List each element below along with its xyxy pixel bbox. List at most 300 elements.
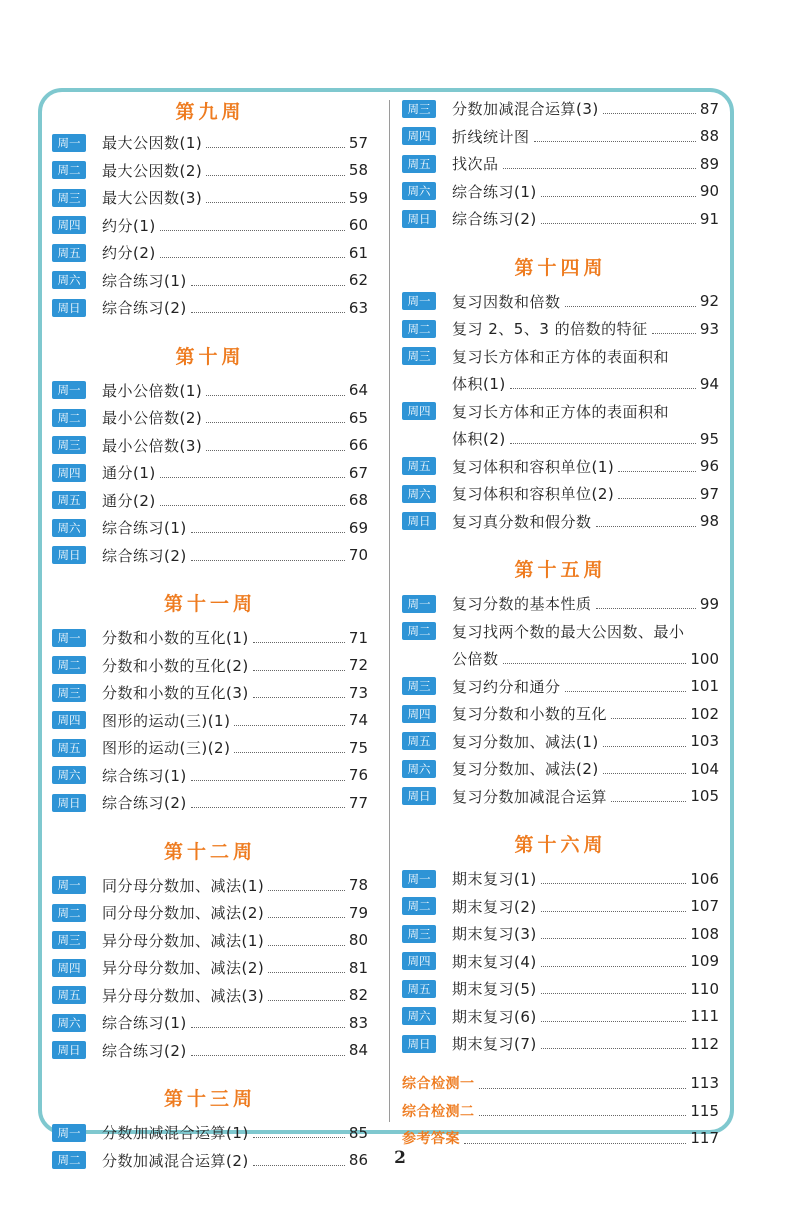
toc-entry[interactable] bbox=[52, 459, 368, 487]
page-ref: 101 bbox=[690, 677, 719, 696]
toc-entry[interactable] bbox=[402, 618, 719, 646]
entry-title: 复习长方体和正方体的表面积和 bbox=[452, 402, 670, 421]
dot-leader bbox=[541, 223, 696, 224]
day-badge: 周二 bbox=[52, 904, 86, 922]
toc-entry[interactable] bbox=[52, 1009, 368, 1037]
section-gap bbox=[52, 1064, 368, 1079]
toc-entry-continued[interactable] bbox=[402, 645, 719, 673]
page-ref: 62 bbox=[348, 271, 368, 290]
entry-title: 复习分数加、减法(2) bbox=[452, 760, 599, 779]
page-ref: 96 bbox=[699, 457, 719, 476]
dot-leader bbox=[503, 663, 687, 664]
dot-leader bbox=[603, 113, 696, 114]
toc-entry[interactable] bbox=[52, 762, 368, 790]
dot-leader bbox=[253, 670, 345, 671]
page-ref: 83 bbox=[348, 1013, 368, 1032]
day-badge: 周三 bbox=[402, 347, 436, 365]
toc-entry[interactable] bbox=[402, 150, 719, 178]
entry-title: 期末复习(3) bbox=[452, 925, 537, 944]
toc-entry[interactable] bbox=[402, 673, 719, 701]
toc-entry[interactable] bbox=[402, 700, 719, 728]
dot-leader bbox=[479, 1088, 687, 1089]
entry-title: 复习分数的基本性质 bbox=[452, 595, 592, 614]
page-ref: 102 bbox=[690, 704, 719, 723]
toc-entry[interactable] bbox=[52, 157, 368, 185]
toc-entry[interactable] bbox=[52, 267, 368, 295]
toc-entry[interactable] bbox=[402, 453, 719, 481]
entry-title: 综合练习(1) bbox=[452, 182, 537, 201]
dot-leader bbox=[191, 1027, 345, 1028]
entry-title: 综合练习(1) bbox=[102, 1014, 187, 1033]
page-ref: 112 bbox=[690, 1034, 719, 1053]
toc-entry[interactable] bbox=[52, 487, 368, 515]
toc-entry[interactable] bbox=[52, 927, 368, 955]
entry-title: 同分母分数加、减法(2) bbox=[102, 904, 265, 923]
toc-entry[interactable] bbox=[402, 398, 719, 426]
dot-leader bbox=[206, 450, 345, 451]
page-ref: 78 bbox=[348, 876, 368, 895]
day-badge: 周五 bbox=[402, 732, 436, 750]
toc-entry[interactable] bbox=[402, 315, 719, 343]
page-ref: 94 bbox=[699, 374, 719, 393]
day-badge: 周六 bbox=[402, 485, 436, 503]
entry-title: 复习体积和容积单位(2) bbox=[452, 485, 615, 504]
toc-entry[interactable] bbox=[52, 1119, 368, 1147]
week-heading: 第十六周 bbox=[514, 834, 607, 856]
day-badge: 周四 bbox=[402, 127, 436, 145]
dot-leader bbox=[541, 1021, 687, 1022]
section-gap bbox=[52, 569, 368, 584]
page-ref: 68 bbox=[348, 491, 368, 510]
page-ref: 66 bbox=[348, 436, 368, 455]
day-badge: 周四 bbox=[52, 464, 86, 482]
day-badge: 周三 bbox=[52, 931, 86, 949]
page-ref: 95 bbox=[699, 429, 719, 448]
page-ref: 109 bbox=[690, 952, 719, 971]
toc-entry[interactable] bbox=[52, 432, 368, 460]
day-badge: 周一 bbox=[52, 134, 86, 152]
page-ref: 61 bbox=[348, 243, 368, 262]
day-badge: 周二 bbox=[402, 622, 436, 640]
dot-leader bbox=[160, 505, 345, 506]
toc-entry[interactable] bbox=[52, 239, 368, 267]
toc-entry[interactable] bbox=[52, 129, 368, 157]
entry-title: 综合练习(2) bbox=[102, 794, 187, 813]
day-badge: 周日 bbox=[402, 1035, 436, 1053]
page-ref: 87 bbox=[699, 99, 719, 118]
dot-leader bbox=[268, 917, 345, 918]
dot-leader bbox=[618, 471, 696, 472]
special-title: 综合检测二 bbox=[402, 1103, 475, 1120]
entry-title: 复习约分和通分 bbox=[452, 677, 561, 696]
page-ref: 90 bbox=[699, 182, 719, 201]
dot-leader bbox=[464, 1143, 686, 1144]
entry-title-continued: 体积(2) bbox=[452, 430, 506, 449]
day-badge: 周日 bbox=[52, 299, 86, 317]
entry-title: 综合练习(2) bbox=[102, 546, 187, 565]
entry-title: 图形的运动(三)(1) bbox=[102, 711, 231, 730]
entry-title: 最小公倍数(1) bbox=[102, 381, 203, 400]
day-badge: 周五 bbox=[402, 457, 436, 475]
entry-title: 折线统计图 bbox=[452, 127, 530, 146]
entry-title: 复习分数加减混合运算 bbox=[452, 787, 608, 806]
toc-entry[interactable] bbox=[402, 865, 719, 893]
dot-leader bbox=[234, 752, 344, 753]
page-ref: 59 bbox=[348, 188, 368, 207]
entry-title: 分数加减混合运算(2) bbox=[102, 1151, 249, 1170]
toc-entry[interactable] bbox=[52, 184, 368, 212]
toc-entry[interactable] bbox=[52, 982, 368, 1010]
entry-title: 最大公因数(3) bbox=[102, 189, 203, 208]
page-ref: 73 bbox=[348, 683, 368, 702]
toc-entry[interactable] bbox=[52, 212, 368, 240]
entry-title: 找次品 bbox=[452, 155, 499, 174]
page-ref: 70 bbox=[348, 546, 368, 565]
dot-leader bbox=[268, 972, 345, 973]
page-ref: 80 bbox=[348, 931, 368, 950]
toc-entry[interactable] bbox=[52, 707, 368, 735]
toc-entry[interactable] bbox=[402, 893, 719, 921]
dot-leader bbox=[191, 1055, 345, 1056]
day-badge: 周二 bbox=[52, 656, 86, 674]
dot-leader bbox=[206, 422, 345, 423]
entry-title: 综合练习(2) bbox=[452, 210, 537, 229]
page-ref: 110 bbox=[690, 979, 719, 998]
dot-leader bbox=[191, 285, 345, 286]
dot-leader bbox=[206, 147, 345, 148]
page-ref: 97 bbox=[699, 484, 719, 503]
day-badge: 周四 bbox=[52, 959, 86, 977]
toc-entry[interactable] bbox=[402, 123, 719, 151]
dot-leader bbox=[253, 1137, 345, 1138]
day-badge: 周四 bbox=[402, 952, 436, 970]
day-badge: 周六 bbox=[402, 182, 436, 200]
toc-entry[interactable] bbox=[402, 728, 719, 756]
day-badge: 周一 bbox=[402, 595, 436, 613]
toc-entry[interactable] bbox=[52, 514, 368, 542]
day-badge: 周二 bbox=[402, 320, 436, 338]
entry-title-continued: 体积(1) bbox=[452, 375, 506, 394]
page-ref: 106 bbox=[690, 869, 719, 888]
page-ref: 63 bbox=[348, 298, 368, 317]
dot-leader bbox=[618, 498, 696, 499]
entry-title: 复习 2、5、3 的倍数的特征 bbox=[452, 320, 648, 339]
dot-leader bbox=[191, 780, 345, 781]
entry-title-continued: 公倍数 bbox=[452, 650, 499, 669]
toc-entry[interactable] bbox=[52, 954, 368, 982]
page-ref: 91 bbox=[699, 209, 719, 228]
entry-title: 期末复习(5) bbox=[452, 980, 537, 999]
dot-leader bbox=[191, 560, 345, 561]
day-badge: 周日 bbox=[402, 210, 436, 228]
entry-title: 综合练习(1) bbox=[102, 519, 187, 538]
day-badge: 周五 bbox=[52, 739, 86, 757]
toc-entry[interactable] bbox=[402, 1030, 719, 1058]
toc-entry[interactable] bbox=[402, 948, 719, 976]
entry-title: 复习体积和容积单位(1) bbox=[452, 457, 615, 476]
toc-entry[interactable] bbox=[402, 975, 719, 1003]
entry-title: 分数和小数的互化(3) bbox=[102, 684, 249, 703]
toc-entry[interactable] bbox=[52, 624, 368, 652]
section-gap bbox=[52, 322, 368, 337]
entry-title: 同分母分数加、减法(1) bbox=[102, 876, 265, 895]
dot-leader bbox=[206, 395, 345, 396]
day-badge: 周三 bbox=[402, 100, 436, 118]
toc-entry[interactable] bbox=[52, 294, 368, 322]
toc-entry[interactable] bbox=[402, 288, 719, 316]
day-badge: 周三 bbox=[402, 925, 436, 943]
week-heading: 第十二周 bbox=[163, 840, 256, 863]
page-ref: 93 bbox=[699, 319, 719, 338]
page-ref: 85 bbox=[348, 1123, 368, 1142]
page-ref: 108 bbox=[690, 924, 719, 943]
page-ref: 64 bbox=[348, 381, 368, 400]
dot-leader bbox=[541, 1048, 687, 1049]
dot-leader bbox=[160, 477, 345, 478]
dot-leader bbox=[510, 388, 696, 389]
day-badge: 周一 bbox=[52, 381, 86, 399]
day-badge: 周三 bbox=[52, 684, 86, 702]
toc-entry[interactable] bbox=[402, 1003, 719, 1031]
dot-leader bbox=[191, 312, 345, 313]
dot-leader bbox=[253, 642, 345, 643]
dot-leader bbox=[652, 333, 696, 334]
section-gap bbox=[402, 535, 719, 550]
week-heading: 第九周 bbox=[175, 101, 245, 123]
dot-leader bbox=[541, 966, 687, 967]
day-badge: 周二 bbox=[52, 409, 86, 427]
page-ref: 86 bbox=[348, 1151, 368, 1170]
dot-leader bbox=[541, 993, 687, 994]
page-ref: 60 bbox=[348, 216, 368, 235]
toc-entry[interactable] bbox=[52, 899, 368, 927]
dot-leader bbox=[603, 773, 687, 774]
day-badge: 周日 bbox=[402, 787, 436, 805]
page-ref: 107 bbox=[690, 897, 719, 916]
entry-title: 复习长方体和正方体的表面积和 bbox=[452, 347, 670, 366]
day-badge: 周四 bbox=[402, 705, 436, 723]
page-ref: 76 bbox=[348, 766, 368, 785]
page-ref: 115 bbox=[690, 1101, 719, 1120]
day-badge: 周二 bbox=[52, 1151, 86, 1169]
page-ref: 100 bbox=[690, 649, 719, 668]
toc-entry[interactable] bbox=[52, 734, 368, 762]
day-badge: 周三 bbox=[52, 436, 86, 454]
page-ref: 98 bbox=[699, 512, 719, 531]
page-ref: 105 bbox=[690, 787, 719, 806]
page-ref: 57 bbox=[348, 133, 368, 152]
special-entry[interactable] bbox=[402, 1070, 719, 1098]
column-divider bbox=[389, 100, 390, 1122]
page-ref: 82 bbox=[348, 986, 368, 1005]
entry-title: 复习分数和小数的互化 bbox=[452, 705, 608, 724]
entry-title: 综合练习(1) bbox=[102, 271, 187, 290]
toc-entry[interactable] bbox=[402, 755, 719, 783]
day-badge: 周一 bbox=[52, 629, 86, 647]
entry-title: 复习找两个数的最大公因数、最小 bbox=[452, 622, 685, 641]
week-heading: 第十三周 bbox=[163, 1088, 256, 1110]
dot-leader bbox=[268, 1000, 345, 1001]
section-gap bbox=[402, 233, 719, 248]
entry-title: 分数和小数的互化(2) bbox=[102, 656, 249, 675]
toc-right-column bbox=[402, 95, 719, 1152]
day-badge: 周六 bbox=[52, 519, 86, 537]
dot-leader bbox=[160, 230, 345, 231]
dot-leader bbox=[191, 807, 345, 808]
day-badge: 周六 bbox=[52, 1014, 86, 1032]
toc-entry[interactable] bbox=[402, 95, 719, 123]
dot-leader bbox=[565, 306, 696, 307]
entry-title: 期末复习(2) bbox=[452, 897, 537, 916]
dot-leader bbox=[603, 746, 687, 747]
day-badge: 周五 bbox=[52, 491, 86, 509]
page-ref: 104 bbox=[690, 759, 719, 778]
page-number: 2 bbox=[394, 1148, 406, 1168]
dot-leader bbox=[234, 725, 344, 726]
entry-title: 通分(2) bbox=[102, 491, 156, 510]
toc-entry[interactable] bbox=[402, 590, 719, 618]
toc-entry[interactable] bbox=[52, 404, 368, 432]
page-ref: 111 bbox=[690, 1007, 719, 1026]
day-badge: 周四 bbox=[402, 402, 436, 420]
day-badge: 周五 bbox=[402, 155, 436, 173]
toc-entry[interactable] bbox=[52, 652, 368, 680]
entry-title: 最小公倍数(2) bbox=[102, 409, 203, 428]
dot-leader bbox=[206, 202, 345, 203]
entry-title: 复习分数加、减法(1) bbox=[452, 732, 599, 751]
entry-title: 期末复习(6) bbox=[452, 1007, 537, 1026]
entry-title: 异分母分数加、减法(3) bbox=[102, 986, 265, 1005]
page-ref: 69 bbox=[348, 518, 368, 537]
toc-entry[interactable] bbox=[52, 679, 368, 707]
day-badge: 周一 bbox=[52, 876, 86, 894]
dot-leader bbox=[541, 938, 687, 939]
page-ref: 89 bbox=[699, 154, 719, 173]
day-badge: 周一 bbox=[402, 292, 436, 310]
page-ref: 75 bbox=[348, 738, 368, 757]
entry-title: 约分(2) bbox=[102, 244, 156, 263]
dot-leader bbox=[596, 608, 696, 609]
dot-leader bbox=[541, 911, 687, 912]
entry-title: 最大公因数(1) bbox=[102, 134, 203, 153]
week-heading: 第十一周 bbox=[163, 593, 256, 615]
day-badge: 周四 bbox=[52, 711, 86, 729]
section-gap bbox=[402, 1058, 719, 1070]
day-badge: 周三 bbox=[402, 677, 436, 695]
toc-entry[interactable] bbox=[52, 542, 368, 570]
page-ref: 81 bbox=[348, 958, 368, 977]
entry-title: 综合练习(2) bbox=[102, 1041, 187, 1060]
week-heading: 第十五周 bbox=[514, 559, 607, 581]
entry-title: 分数加减混合运算(3) bbox=[452, 100, 599, 119]
page-ref: 103 bbox=[690, 732, 719, 751]
entry-title: 最小公倍数(3) bbox=[102, 436, 203, 455]
entry-title: 异分母分数加、减法(1) bbox=[102, 931, 265, 950]
dot-leader bbox=[503, 168, 696, 169]
day-badge: 周日 bbox=[52, 794, 86, 812]
toc-entry[interactable] bbox=[52, 377, 368, 405]
toc-entry[interactable] bbox=[402, 205, 719, 233]
entry-title: 期末复习(1) bbox=[452, 870, 537, 889]
entry-title: 分数加减混合运算(1) bbox=[102, 1124, 249, 1143]
day-badge: 周三 bbox=[52, 189, 86, 207]
toc-entry[interactable] bbox=[402, 783, 719, 811]
section-gap bbox=[52, 817, 368, 832]
entry-title: 综合练习(2) bbox=[102, 299, 187, 318]
page-ref: 117 bbox=[690, 1129, 719, 1148]
dot-leader bbox=[565, 691, 687, 692]
dot-leader bbox=[160, 257, 345, 258]
special-title: 参考答案 bbox=[402, 1131, 460, 1148]
day-badge: 周五 bbox=[402, 980, 436, 998]
section-gap bbox=[402, 810, 719, 825]
entry-title: 期末复习(4) bbox=[452, 952, 537, 971]
dot-leader bbox=[510, 443, 696, 444]
dot-leader bbox=[611, 718, 686, 719]
week-heading: 第十周 bbox=[175, 345, 245, 368]
day-badge: 周一 bbox=[402, 870, 436, 888]
dot-leader bbox=[596, 526, 696, 527]
day-badge: 周二 bbox=[52, 161, 86, 179]
dot-leader bbox=[191, 532, 345, 533]
entry-title: 期末复习(7) bbox=[452, 1035, 537, 1054]
page-ref: 99 bbox=[699, 594, 719, 613]
toc-entry[interactable] bbox=[402, 480, 719, 508]
dot-leader bbox=[534, 141, 696, 142]
entry-title: 分数和小数的互化(1) bbox=[102, 629, 249, 648]
toc-entry-continued[interactable] bbox=[402, 370, 719, 398]
page-ref: 67 bbox=[348, 463, 368, 482]
day-badge: 周六 bbox=[402, 1007, 436, 1025]
toc-entry[interactable] bbox=[402, 343, 719, 371]
page-ref: 113 bbox=[690, 1074, 719, 1093]
entry-title: 通分(1) bbox=[102, 464, 156, 483]
page-ref: 65 bbox=[348, 408, 368, 427]
week-heading: 第十四周 bbox=[514, 256, 607, 279]
special-entry[interactable] bbox=[402, 1097, 719, 1125]
day-badge: 周一 bbox=[52, 1124, 86, 1142]
day-badge: 周日 bbox=[52, 1041, 86, 1059]
day-badge: 周日 bbox=[52, 546, 86, 564]
entry-title: 图形的运动(三)(2) bbox=[102, 739, 231, 758]
toc-entry[interactable] bbox=[402, 920, 719, 948]
dot-leader bbox=[268, 945, 345, 946]
page-ref: 77 bbox=[348, 793, 368, 812]
page-ref: 92 bbox=[699, 292, 719, 311]
dot-leader bbox=[541, 883, 687, 884]
dot-leader bbox=[541, 196, 696, 197]
page-ref: 88 bbox=[699, 127, 719, 146]
dot-leader bbox=[611, 801, 686, 802]
toc-entry[interactable] bbox=[52, 1037, 368, 1065]
day-badge: 周日 bbox=[402, 512, 436, 530]
entry-title: 复习因数和倍数 bbox=[452, 292, 561, 311]
page-ref: 79 bbox=[348, 903, 368, 922]
special-title: 综合检测一 bbox=[402, 1076, 475, 1093]
day-badge: 周四 bbox=[52, 216, 86, 234]
toc-entry[interactable] bbox=[402, 178, 719, 206]
day-badge: 周六 bbox=[402, 760, 436, 778]
day-badge: 周五 bbox=[52, 244, 86, 262]
dot-leader bbox=[206, 175, 345, 176]
page-ref: 74 bbox=[348, 711, 368, 730]
toc-entry[interactable] bbox=[52, 789, 368, 817]
dot-leader bbox=[268, 890, 345, 891]
toc-entry-continued[interactable] bbox=[402, 425, 719, 453]
toc-entry[interactable] bbox=[402, 508, 719, 536]
toc-entry[interactable] bbox=[52, 872, 368, 900]
page-ref: 58 bbox=[348, 161, 368, 180]
